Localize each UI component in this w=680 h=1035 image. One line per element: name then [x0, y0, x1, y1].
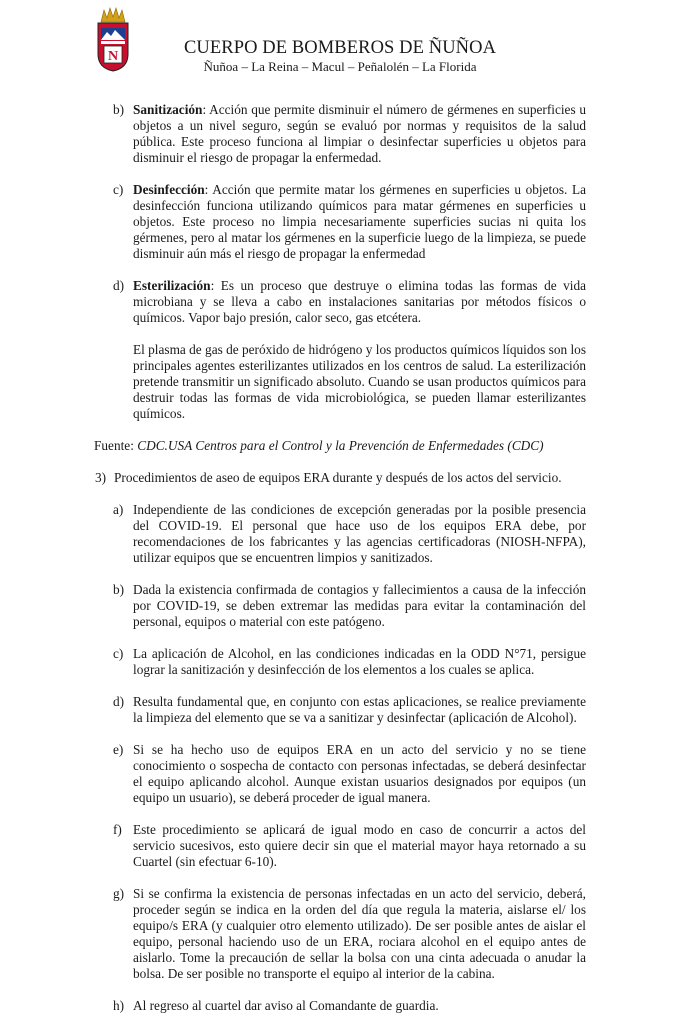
section-number: 3)	[95, 470, 107, 485]
source-citation	[0, 438, 680, 454]
definition-term: Desinfección	[133, 182, 205, 197]
list-marker: a)	[113, 502, 124, 517]
list-marker: b)	[113, 582, 125, 597]
section-title: Procedimientos de aseo de equipos ERA durante y después de los actos del servicio.	[114, 470, 562, 485]
fire-department-crest-logo	[95, 6, 131, 72]
organization-subtitle: Ñuñoa – La Reina – Macul – Peñalolén – La Florida	[203, 59, 477, 74]
procedure-item-b	[0, 582, 680, 630]
source-name: CDC.USA Centros para el Control y la Prevención de Enfermedades (CDC)	[137, 438, 544, 453]
definition-text: Acción que permite disminuir el número de gérmenes en superficies u objetos a un nivel seguro, según se evaluó por normas y requisitos de la salud pública. Este proceso funciona al limpiar o desinfectar superficies u objetos para disminuir el riesgo de propagar la enfermedad.	[133, 102, 586, 165]
procedure-item-h	[0, 998, 680, 1014]
definition-item-desinfeccion: c) Desinfección: Acción que permite matar los gérmenes en superficies u objetos. La desinfección funciona utilizando químicos para matar gérmenes en superficies u objetos. Este proceso no limpia necesariamente superficies sucias ni quita los gérmenes, pero al matar los gérmenes en la superficie luego de la limpieza, se puede disminuir aún más el riesgo de propagar la enfermedad	[113, 182, 586, 261]
list-marker: b)	[113, 102, 125, 117]
procedure-text: Este procedimiento se aplicará de igual modo en caso de concurrir a actos del servicio sucesivos, esto quiere decir sin que el material mayor haya retornado a su Cuartel (sin efectuar 6-10).	[133, 822, 586, 869]
procedure-text: Resulta fundamental que, en conjunto con estas aplicaciones, se realice previamente la limpieza del elemento que se va a sanitizar y desinfectar (aplicación de Alcohol).	[133, 694, 586, 725]
section-3-heading	[0, 470, 680, 486]
procedure-item-f	[0, 822, 680, 870]
list-marker: d)	[113, 694, 125, 709]
procedure-item-g	[0, 886, 680, 982]
procedure-text: Al regreso al cuartel dar aviso al Comandante de guardia.	[133, 998, 439, 1013]
letterhead	[140, 38, 540, 75]
list-marker: e)	[113, 742, 124, 757]
definition-term: Esterilización	[133, 278, 211, 293]
list-marker: h)	[113, 998, 125, 1013]
procedure-item-a	[0, 502, 680, 566]
source-label: Fuente:	[94, 438, 138, 453]
logo-letter: N	[107, 49, 119, 64]
procedure-text: Dada la existencia confirmada de contagios y fallecimientos a causa de la infección por COVID-19, se deben extremar las medidas para evitar la contaminación del personal, equipos o material con este patógeno.	[133, 582, 586, 629]
procedure-item-c	[0, 646, 680, 678]
list-marker: c)	[113, 182, 124, 197]
list-marker: f)	[113, 822, 122, 837]
procedure-text: Si se ha hecho uso de equipos ERA en un acto del servicio y no se tiene conocimiento o sospecha de contacto con personas infectadas, se deberá desinfectar el equipo aplicando alcohol. Aunque existan usuarios designados por equipos (un equipo un usuario), se deberá proceder de igual manera.	[133, 742, 586, 805]
plasma-paragraph: El plasma de gas de peróxido de hidrógeno y los productos químicos líquidos son los principales agentes esterilizantes utilizados en los centros de salud. La esterilización pretende transmitir un significado absoluto. Cuando se usan productos químicos para destruir todas las formas de vida microbiológica, se pueden llamar esterilizantes químicos.	[133, 342, 586, 421]
procedure-item-e	[0, 742, 680, 806]
list-marker: g)	[113, 886, 125, 901]
list-marker: c)	[113, 646, 124, 661]
procedure-item-d	[0, 694, 680, 726]
document-body	[0, 102, 680, 1030]
definition-item-esterilizacion: d) Esterilización: Es un proceso que destruye o elimina todas las formas de vida microbiana y se lleva a cabo en instalaciones sanitarias por métodos físicos o químicos. Vapor bajo presión, calor seco, gas etcétera.	[113, 278, 586, 325]
definition-term: Sanitización	[133, 102, 203, 117]
organization-title: CUERPO DE BOMBEROS DE ÑUÑOA	[183, 38, 497, 58]
definition-text: Es un proceso que destruye o elimina todas las formas de vida microbiana y se lleva a cabo en instalaciones sanitarias por métodos físicos o químicos. Vapor bajo presión, calor seco, gas etcétera.	[133, 278, 586, 325]
procedure-text: La aplicación de Alcohol, en las condiciones indicadas en la ODD N°71, persigue lograr la sanitización y desinfección de los elementos a los cuales se aplica.	[133, 646, 586, 677]
definition-text: Acción que permite matar los gérmenes en superficies u objetos. La desinfección funciona utilizando químicos para matar gérmenes en superficies u objetos. Este proceso no limpia necesariamente superficies sucias ni quita los gérmenes, pero al matar los gérmenes en la superficie luego de la limpieza, se puede disminuir aún más el riesgo de propagar la enfermedad	[133, 182, 586, 261]
list-marker: d)	[113, 278, 125, 293]
procedure-text: Independiente de las condiciones de excepción generadas por la posible presencia del COVID-19. El personal que hace uso de los equipos ERA debe, por recomendaciones de los fabricantes y las agencias certificadoras (NIOSH-NFPA), utilizar equipos que se encuentren limpios y sanitizados.	[133, 502, 586, 565]
procedure-text: Si se confirma la existencia de personas infectadas en un acto del servicio, deberá, proceder según se indica en la orden del día que regula la materia, aislarse el/ los equipo/s ERA (y cualquier otro elemento utilizado). De ser posible antes de aislar el equipo, personal haciendo uso de un ERA, rociara alcohol en el equipo antes de aislarlo. Tome la precaución de sellar la bolsa con una cinta adecuada o anudar la bolsa. De ser posible no transporte el equipo al interior de la cabina.	[133, 886, 586, 981]
definition-item-sanitizacion: b) Sanitización: Acción que permite disminuir el número de gérmenes en superficies u objetos a un nivel seguro, según se evaluó por normas y requisitos de la salud pública. Este proceso funciona al limpiar o desinfectar superficies u objetos para disminuir el riesgo de propagar la enfermedad.	[113, 102, 586, 165]
